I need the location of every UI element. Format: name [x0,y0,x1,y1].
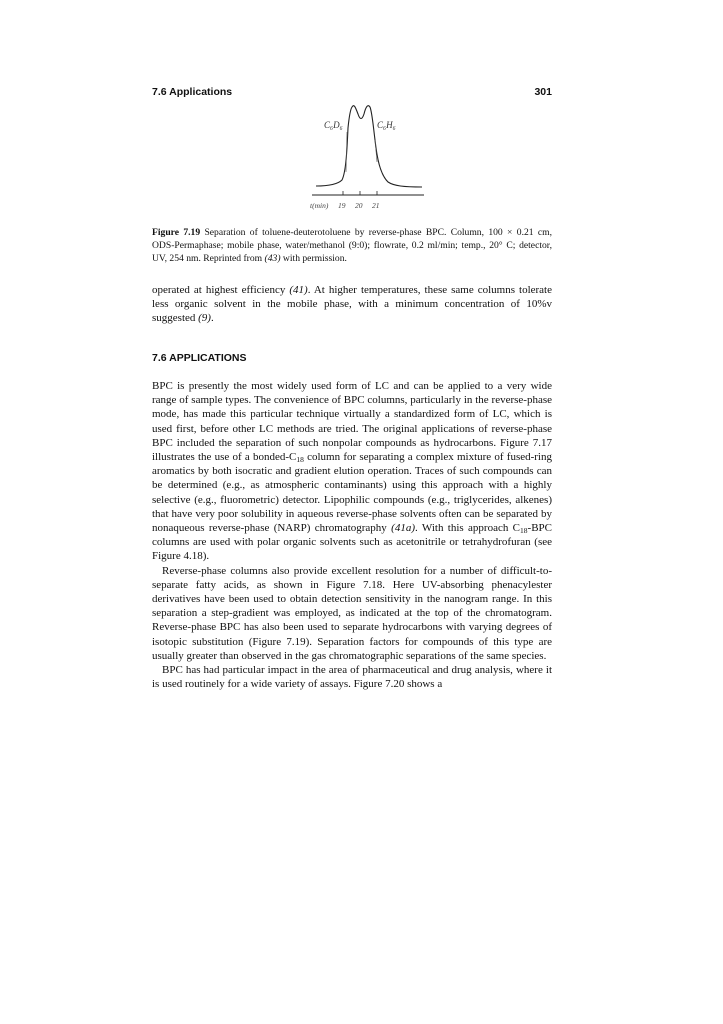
chromatogram-trace [316,106,422,187]
section-body [152,379,552,691]
citation-41: (41) [289,284,308,296]
citation-41a: (41a) [391,522,415,535]
paragraph-1 [152,379,552,564]
caption-ref: (43) [264,252,281,264]
caption-text-end: with permission. [280,252,347,264]
para1-text-d: -BPC columns are used with polar organic solvents such as acetonitrile or tetrahydrofuran (see Figure 4.18). [152,522,552,563]
citation-9: (9) [198,312,211,325]
page-number: 301 [534,86,552,98]
caption-text: Separation of toluene-deuterotoluene by reverse-phase BPC. Column, 100 × 0.21 cm, ODS-Permaphase; mobile phase, water/methanol (9:0); flowrate, 0.2 ml/min; temp., 20° C; detector, UV, 254 nm. Reprinted from [152,227,552,264]
para1-subscript-1: 18 [296,455,304,465]
para0-text-c: . [210,312,214,325]
figure-caption [152,227,552,265]
para1-text-b: column for separating a complex mixture of fused-ring aromatics by both isocratic and gradient elution operation. Traces of such compounds can be determined (e.g., as atmospheric contaminants) using this approach with a highly selective (e.g., fluorometric) detector. Lipophilic compounds (e.g., triglycerides, alkenes) that have very poor solubility in aqueous reverse-phase solvents often can be separated by nonaqueous reverse-phase (NARP) chromatography [152,451,552,535]
para0-text-a: operated at highest efficiency [152,284,290,296]
para1-text-a: BPC is presently the most widely used form of LC and can be applied to a very wide range of sample types. The convenience of BPC columns, particularly in the reverse-phase mode, has made this particular technique virtually a standardized form of LC, which is used first, before other LC methods are tried. The original applications of reverse-phase BPC included the separation of such nonpolar compounds as hydrocarbons. Figure 7.17 illustrates the use of a bonded-C [152,380,552,464]
peak-left-label: C₆D₆ [324,120,343,130]
section-heading: 7.6 APPLICATIONS [152,352,247,364]
tick-label-20: 20 [355,201,363,210]
running-head [152,86,552,98]
section-title: 7.6 Applications [152,86,233,98]
para1-subscript-2: 18 [520,526,528,536]
paragraph-2: Reverse-phase columns also provide excellent resolution for a number of difficult-to-separate fatty acids, as shown in Figure 7.18. Here UV-absorbing phenacylester derivatives have been used to obtain detection sensitivity in the nanogram range. In this separation a step-gradient was employed, as indicated at the top of the chromatogram. Reverse-phase BPC has also been used to separate hydrocarbons with varying degrees of isotopic substitution (Figure 7.19). Separation factors for compounds of this type are usually greater than observed in the gas chromatographic separations of the same species. [152,564,552,662]
para0-text-b: . At higher temperatures, these same columns tolerate less organic solvent in the mobile phase, with a minimum concentration of 10%v suggested [152,284,552,325]
chromatogram-svg [300,100,440,222]
axis-label: t(min) [310,201,329,210]
caption-label: Figure 7.19 [152,227,201,238]
peak-right-label: C₆H₆ [377,120,396,130]
paragraph-continuation [152,283,552,326]
tick-label-19: 19 [338,201,346,210]
tick-label-21: 21 [372,201,380,210]
paragraph-3: BPC has had particular impact in the area of pharmaceutical and drug analysis, where it is used routinely for a wide variety of assays. Figure 7.20 shows a [152,664,552,691]
para1-text-c: . With this approach C [414,522,521,535]
chromatogram-figure [300,100,440,222]
